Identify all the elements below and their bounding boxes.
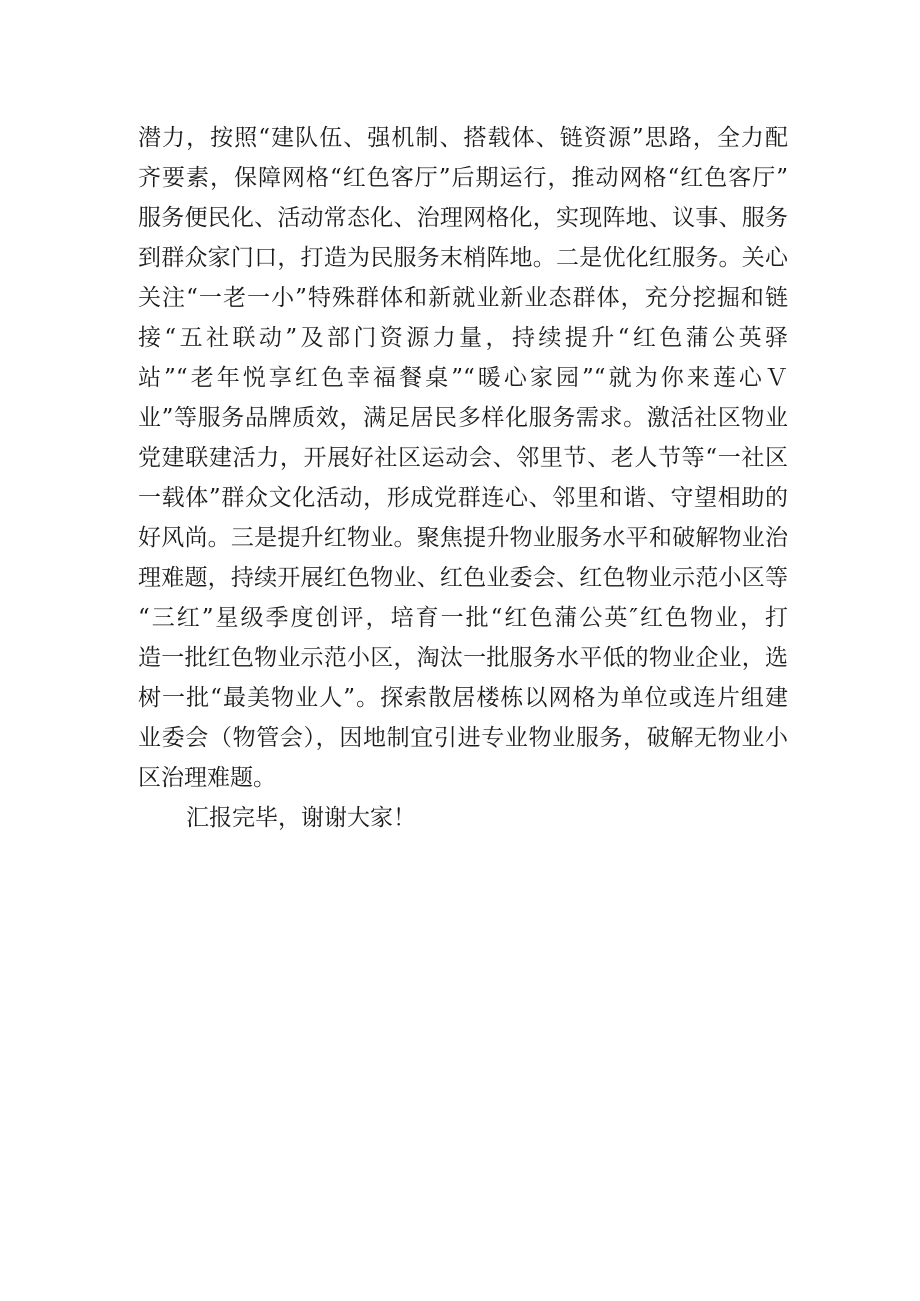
paragraph-line: 齐要素，保障网格“红色客厅”后期运行，推动网格“红色客厅” xyxy=(138,165,788,191)
paragraph-line: 区治理难题。 xyxy=(138,765,276,791)
body-paragraph xyxy=(138,118,788,798)
document-body xyxy=(138,118,788,838)
paragraph-line: 一载体”群众文化活动，形成党群连心、邻里和谐、守望相助的 xyxy=(138,485,788,511)
paragraph-line: 造一批红色物业示范小区，淘汰一批服务水平低的物业企业，选 xyxy=(138,645,788,671)
paragraph-line: 关注“一老一小”特殊群体和新就业新业态群体，充分挖掘和链 xyxy=(138,285,788,311)
paragraph-line: 业”等服务品牌质效，满足居民多样化服务需求。激活社区物业 xyxy=(138,405,788,431)
paragraph-line: 好风尚。三是提升红物业。聚焦提升物业服务水平和破解物业治 xyxy=(138,525,788,551)
paragraph-line: 业委会（物管会），因地制宜引进专业物业服务，破解无物业小 xyxy=(138,725,788,751)
paragraph-line: 潜力，按照“建队伍、强机制、搭载体、链资源”思路，全力配 xyxy=(138,125,788,151)
closing-remark: 汇报完毕，谢谢大家！ xyxy=(186,805,416,831)
paragraph-line: “三红”星级季度创评，培育一批“红色蒲公英″红色物业，打 xyxy=(138,605,788,631)
paragraph-line: 服务便民化、活动常态化、治理网格化，实现阵地、议事、服务 xyxy=(138,205,788,231)
paragraph-line: 站”“老年悦享红色幸福餐桌”“暖心家园”“就为你来莲心Ｖ xyxy=(138,365,788,391)
paragraph-line: 党建联建活力，开展好社区运动会、邻里节、老人节等“一社区 xyxy=(138,445,788,471)
paragraph-line: 接“五社联动”及部门资源力量，持续提升“红色蒲公英驿 xyxy=(138,325,788,351)
paragraph-line: 树一批“最美物业人”。探索散居楼栋以网格为单位或连片组建 xyxy=(138,685,788,711)
paragraph-line: 到群众家门口，打造为民服务末梢阵地。二是优化红服务。关心 xyxy=(138,245,788,271)
paragraph-line: 理难题，持续开展红色物业、红色业委会、红色物业示范小区等 xyxy=(138,565,788,591)
